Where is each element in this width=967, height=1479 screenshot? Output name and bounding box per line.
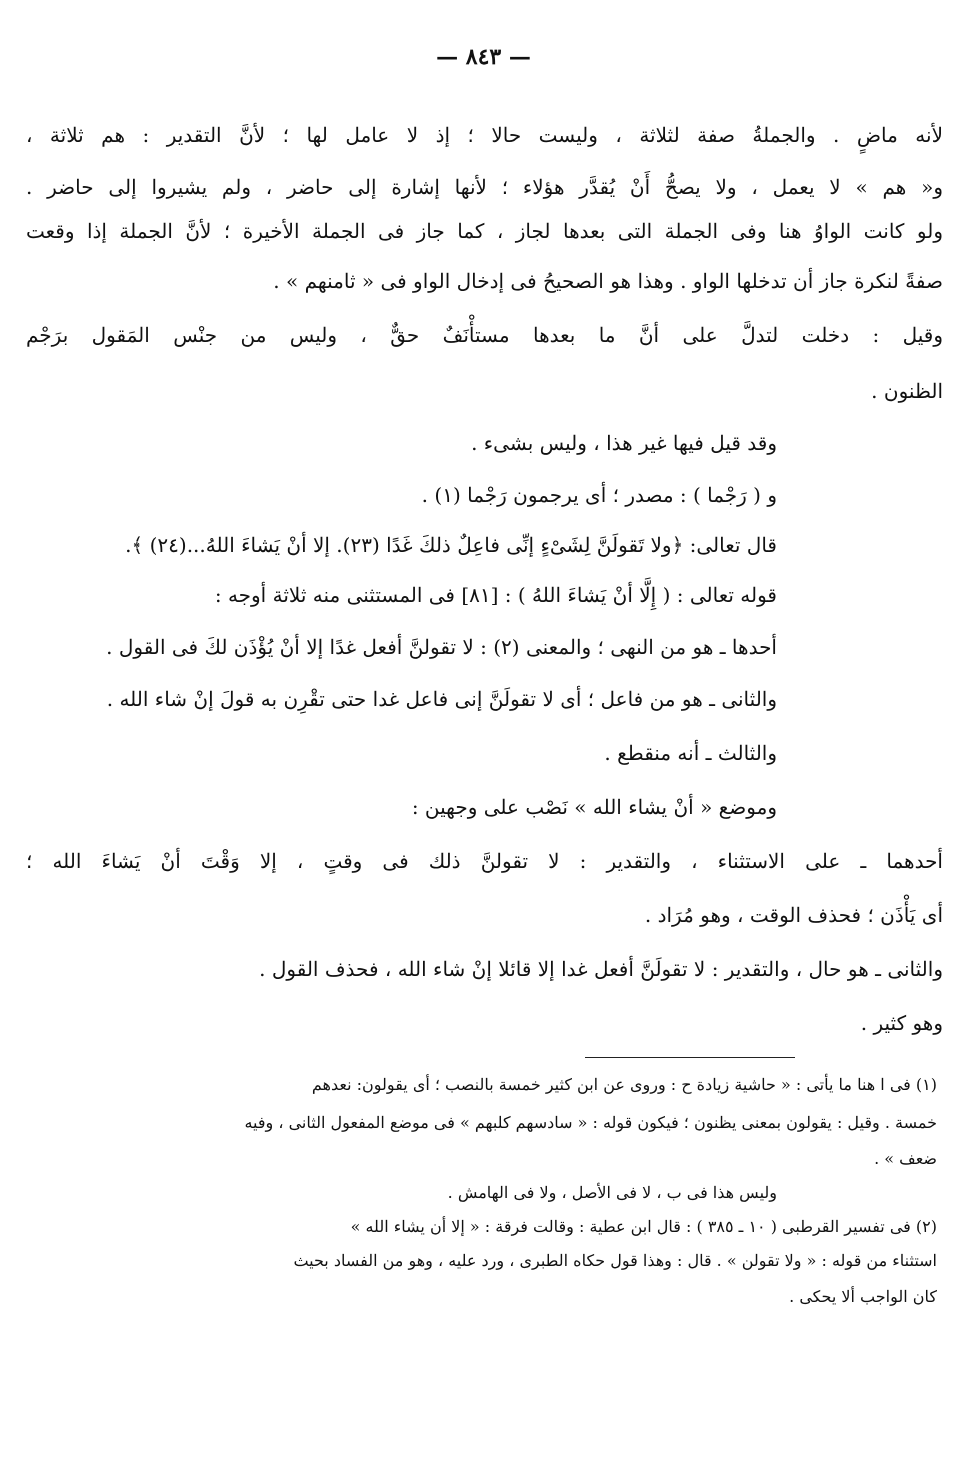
text-line: وقد قيل فيها غير هذا ، وليس بشىء . (471, 431, 777, 455)
text-line: و« هم » لا يعمل ، ولا يصحُّ أَنْ يُقدَّر هؤلاء ؛ لأنها إشارة إلى حاضر ، ولم يشيروا إلى حاضر . (26, 175, 943, 199)
footnote-line: وليس هذا فى ب ، لا فى الأصل ، ولا فى الهامش . (447, 1183, 777, 1202)
text-line: وهو كثير . (860, 1011, 943, 1035)
page-number: — ٨٤٣ — (436, 44, 531, 70)
footnote-line: ضعف » . (874, 1149, 937, 1168)
footnote-line: خمسة . وقيل : يقولون بمعنى يظنون ؛ فيكون قوله : « سادسهم كلبهم » فى موضع المفعول الثانى ، وفيه (244, 1113, 937, 1132)
text-line: والثانى ـ هو حال ، والتقدير : لا تقولَنَّ أفعل غدا إلا قائلا إنْ شاء الله ، فحذف القول . (259, 957, 943, 981)
text-line: ولو كانت الواوُ هنا وفى الجملة التى بعدها لجاز ، كما جاز فى الجملة الأخيرة ؛ لأنَّ الجملة إذا وقعت (26, 219, 943, 243)
text-line: أحدهما ـ على الاستثناء ، والتقدير : لا تقولنَّ ذلك فى وقتٍ ، إلا وَقْتَ أنْ يَشاءَ الله ؛ (26, 849, 943, 873)
text-line: وموضع « أنْ يشاء الله » نَصْب على وجهين : (411, 795, 777, 819)
text-line: قوله تعالى : ( إِلَّا أنْ يَشاءَ اللهُ ) : [٨١] فى المستثنى منه ثلاثة أوجه : (214, 583, 777, 607)
footnote-divider (585, 1057, 795, 1058)
text-line: الظنون . (871, 379, 943, 403)
text-line: لأنه ماضٍ . والجملةُ صفة لثلاثة ، وليست حالا ؛ إذ لا عامل لها ؛ لأنَّ التقدير : هم ثلاثة ، (26, 123, 943, 147)
text-line: وقيل : دخلت لتدلَّ على أنَّ ما بعدها مستأْنَفٌ حقٌّ ، وليس من جنْس المَقول برَجْم (26, 323, 943, 347)
footnote-line: (٢) فى تفسير القرطبى ( ١٠ ـ ٣٨٥ ) : قال ابن عطية : وقالت فرقة : « إلا أن يشاء الله » (350, 1217, 937, 1236)
text-line: صفةً لنكرة جاز أن تدخلها الواو . وهذا هو الصحيحُ فى إدخال الواو فى « ثامنهم » . (273, 269, 943, 293)
text-line: و ( رَجْما ) : مصدر ؛ أى يرجمون رَجْما (١) . (421, 483, 777, 507)
text-line: أحدها ـ هو من النهى ؛ والمعنى (٢) : لا تقولنَّ أفعل غدًا إلا أنْ يُؤْذَن لكَ فى القول . (106, 635, 777, 659)
footnote-line: استثناء من قوله : « ولا تقولن » . قال : وهذا قول حكاه الطبرى ، ورد عليه ، وهو من الفساد بحيث (293, 1251, 937, 1270)
text-line: أى يَأْذَن ؛ فحذف الوقت ، وهو مُرَاد . (644, 903, 943, 927)
text-line: والثالث ـ أنه منقطع . (604, 741, 777, 765)
text-line: والثانى ـ هو من فاعل ؛ أى لا تقولَنَّ إنى فاعل غدا حتى تقْرِن به قولَ إنْ شاء الله . (106, 687, 777, 711)
footnote-line: كان الواجب ألا يحكى . (789, 1287, 937, 1306)
footnote-line: (١) فى ا هنا ما يأتى : « حاشية زيادة ح : وروى عن ابن كثير خمسة بالنصب ؛ أى يقولون: نعدهم (311, 1075, 937, 1094)
quran-verse-line: قال تعالى: ﴿ولا تَقولَنَّ لِشَىْءٍ إنِّى فاعِلٌ ذلكَ غَدًا (٢٣). إلا أنْ يَشاءَ اللهُ...(٢٤) ﴾. (125, 533, 777, 557)
